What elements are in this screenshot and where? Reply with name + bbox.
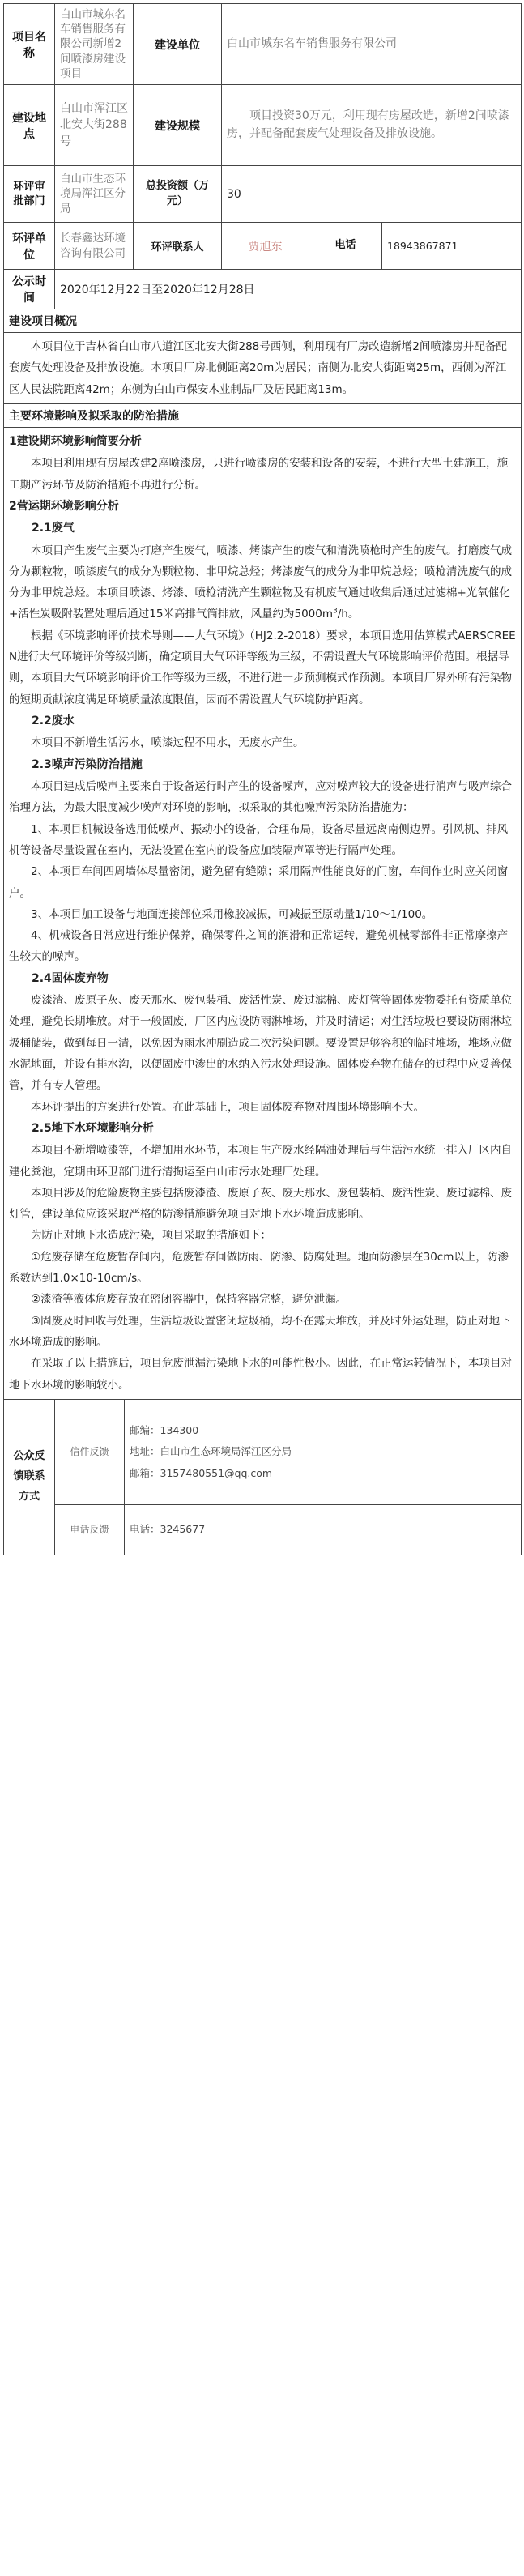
noise-paragraph-1: 本项目建成后噪声主要来自于设备运行时产生的设备噪声，应对噪声较大的设备进行消声与吸声综合治理方法，为最大限度减少噪声对环境的影响，拟采取的其他噪声污染防治措施为：: [9, 779, 512, 815]
noise-paragraph-5: 4、机械设备日常应进行维护保养，确保零件之间的润滑和正常运转，避免机械零部件非正常摩擦产生较大的噪声。: [9, 929, 509, 964]
noise-paragraph-2: 1、本项目机械设备选用低噪声、振动小的设备，合理布局，设备尽量远离南侧边界。引风机、排风机等设备尽量设置在室内，无法设置在室内的设备应加装隔声罩等进行隔声处理。: [9, 822, 509, 857]
solid-waste-heading: 2.4固体废弃物: [32, 971, 109, 985]
overview-title: 建设项目概况: [4, 309, 522, 333]
address: 地址：白山市生态环境局浑江区分局: [130, 1445, 292, 1458]
exhaust-paragraph-2: 根据《环境影响评价技术导则——大气环境》（HJ2.2-2018）要求，本项目选用估算模式AERSCREEN进行大气环境评价等级判断，确定项目大气环评等级为三级，不需设置大气环境影响评价范围。根据导则，本项目大气环境影响评价工作等级为三级，不进行进一步预测模式作预测。本项目厂界外所有污染物的短期贡献浓度满足环境质量浓度限值，因而不需设置大气环境防护距离。: [9, 629, 516, 706]
construction-period-paragraph: 本项目利用现有房屋改建2座喷漆房，只进行喷漆房的安装和设备的安装，不进行大型土建施工，施工期产污环节及防治措施不再进行分析。: [9, 457, 509, 492]
letter-feedback-content: [125, 1399, 522, 1504]
exhaust-paragraph-1: [9, 540, 516, 625]
phone-feedback-label: 电话反馈: [55, 1504, 125, 1555]
scale-label: 建设规模: [134, 85, 222, 166]
postcode: 邮编：134300: [130, 1424, 199, 1437]
noise-paragraph-3: 2、本项目车间四周墙体尽量密闭，避免留有缝隙；采用隔声性能良好的门窗，车间作业时应关闭窗户。: [9, 865, 509, 900]
exhaust-heading: 2.1废气: [32, 522, 75, 535]
groundwater-paragraph-6: ③固废及时回收与处理，生活垃圾设置密闭垃圾桶，均不在露天堆放，并及时外运处理，防止对地下水环境造成的影响。: [9, 1314, 511, 1350]
operation-period-heading: 2营运期环境影响分析: [9, 499, 119, 513]
location: 白山市浑江区北安大街288号: [55, 85, 134, 166]
groundwater-paragraph-3: 为防止对地下水造成污染，项目采取的措施如下：: [31, 1229, 271, 1243]
groundwater-paragraph-4: ①危废存储在危废暂存间内，危废暂存间做防雨、防渗、防腐处理。地面防渗层在30cm以上，防渗系数达到1.0×10-10cm/s。: [9, 1250, 509, 1286]
feedback-phone: 电话：3245677: [130, 1523, 206, 1536]
investment: 30: [222, 166, 522, 223]
solid-waste-paragraph-1: 废漆渣、废原子灰、废天那水、废包装桶、废活性炭、废过滤棉、废灯管等固体废物委托有资质单位处理，避免长期堆放。对于一般固废，厂区内应设防雨淋堆场，并及时清运；对生活垃圾也要设防雨淋垃圾桶储装，做到每日一清，以免因为雨水冲刷造成二次污染问题。要设置足够容积的临时堆场，堆场应做水泥地面，并设有排水沟，以便固废中渗出的水纳入污水处理设施。固体废弃物在储存的过程中应妥善保管，并有专人管理。: [9, 994, 512, 1093]
airflow-unit-exponent: 3: [333, 607, 338, 616]
groundwater-paragraph-1: 本项目不新增喷漆等，不增加用水环节，本项目生产废水经隔油处理后与生活污水统一排入厂区内自建化粪池，定期由环卫部门进行清掏运至白山市污水处理厂处理。: [9, 1144, 512, 1179]
overview-content: [4, 333, 522, 404]
project-info-table: [3, 3, 522, 1555]
phone-feedback-content: [125, 1504, 522, 1555]
eia-contact-name: 贾旭东: [248, 240, 283, 254]
noise-paragraph-4: 3、本项目加工设备与地面连接部位采用橡胶减振，可减振至原动量1/10～1/100。: [31, 907, 433, 921]
eia-contact: [222, 223, 309, 270]
email-link[interactable]: 邮箱：3157480551@qq.com: [130, 1466, 273, 1479]
publicity-label: 公示时间: [4, 270, 55, 309]
wastewater-heading: 2.2废水: [32, 714, 75, 728]
groundwater-paragraph-5: ②漆渣等液体危废存放在密闭容器中，保持容器完整，避免泄漏。: [31, 1293, 347, 1307]
exhaust-paragraph-1-end: /h。: [337, 608, 360, 621]
construction-unit-label: 建设单位: [134, 4, 222, 85]
construction-unit: 白山市城东名车销售服务有限公司: [222, 4, 522, 85]
eia-contact-label: 环评联系人: [134, 223, 222, 270]
eia-unit: 长春鑫达环境咨询有限公司: [55, 223, 134, 270]
letter-feedback-label: 信件反馈: [55, 1399, 125, 1504]
eia-unit-label: 环评单位: [4, 223, 55, 270]
wastewater-paragraph: 本项目不新增生活污水，喷漆过程不用水，无废水产生。: [31, 736, 305, 750]
exhaust-paragraph-1-text: 本项目产生废气主要为打磨产生废气，喷漆、烤漆产生的废气和清洗喷枪时产生的废气。打磨废气成分为颗粒物，喷漆废气的成分为颗粒物、非甲烷总烃；烤漆废气的成分为非甲烷总烃；喷枪清洗废气的成分为非甲烷总烃。本项目喷漆、烤漆、喷枪清洗产生颗粒物及有机废气通过收集后通过过滤棉+光氧催化+活性炭吸附装置处理后通过15米高排气筒排放，风量约为5000m: [9, 544, 512, 621]
location-label: 建设地点: [4, 85, 55, 166]
feedback-label: 公众反馈联系方式: [4, 1399, 55, 1555]
project-name-label: 项目名称: [4, 4, 55, 85]
impacts-title: 主要环境影响及拟采取的防治措施: [4, 404, 522, 428]
groundwater-paragraph-7: 在采取了以上措施后，项目危废泄漏污染地下水的可能性极小。因此，在正常运转情况下，本项目对地下水环境的影响较小。: [9, 1357, 512, 1392]
publicity-time: 2020年12月22日至2020年12月28日: [55, 270, 522, 309]
project-name: 白山市城东名车销售服务有限公司新增2间喷漆房建设项目: [55, 4, 134, 85]
construction-period-heading: 1建设期环境影响简要分析: [9, 435, 142, 449]
noise-heading: 2.3噪声污染防治措施: [32, 757, 143, 771]
phone-label: 电话: [309, 223, 382, 270]
impacts-content: [4, 428, 522, 1400]
solid-waste-paragraph-2: 本环评提出的方案进行处置。在此基础上，项目固体废弃物对周围环境影响不大。: [31, 1100, 424, 1114]
approval-dept: 白山市生态环境局浑江区分局: [55, 166, 134, 223]
groundwater-heading: 2.5地下水环境影响分析: [32, 1121, 154, 1135]
investment-label: 总投资额（万元）: [134, 166, 222, 223]
approval-dept-label: 环评审批部门: [4, 166, 55, 223]
scale: 项目投资30万元，利用现有房屋改造，新增2间喷漆房，并配备配套废气处理设备及排放设施。: [222, 85, 522, 166]
groundwater-paragraph-2: 本项目涉及的危险废物主要包括废漆渣、废原子灰、废天那水、废包装桶、废活性炭、废过滤棉、废灯管，建设单位应该采取严格的防渗措施避免项目对地下水环境造成影响。: [9, 1186, 512, 1222]
overview-paragraph: 本项目位于吉林省白山市八道江区北安大街288号西侧，利用现有厂房改造新增2间喷漆房并配备配套废气处理设备及排放设施。本项目厂房北侧距离20m为居民；南侧为北安大街距离25m，西侧为浑江区人民法院距离42m；东侧为白山市保安木业制品厂及居民距离13m。: [9, 340, 507, 396]
phone: 18943867871: [382, 223, 522, 270]
